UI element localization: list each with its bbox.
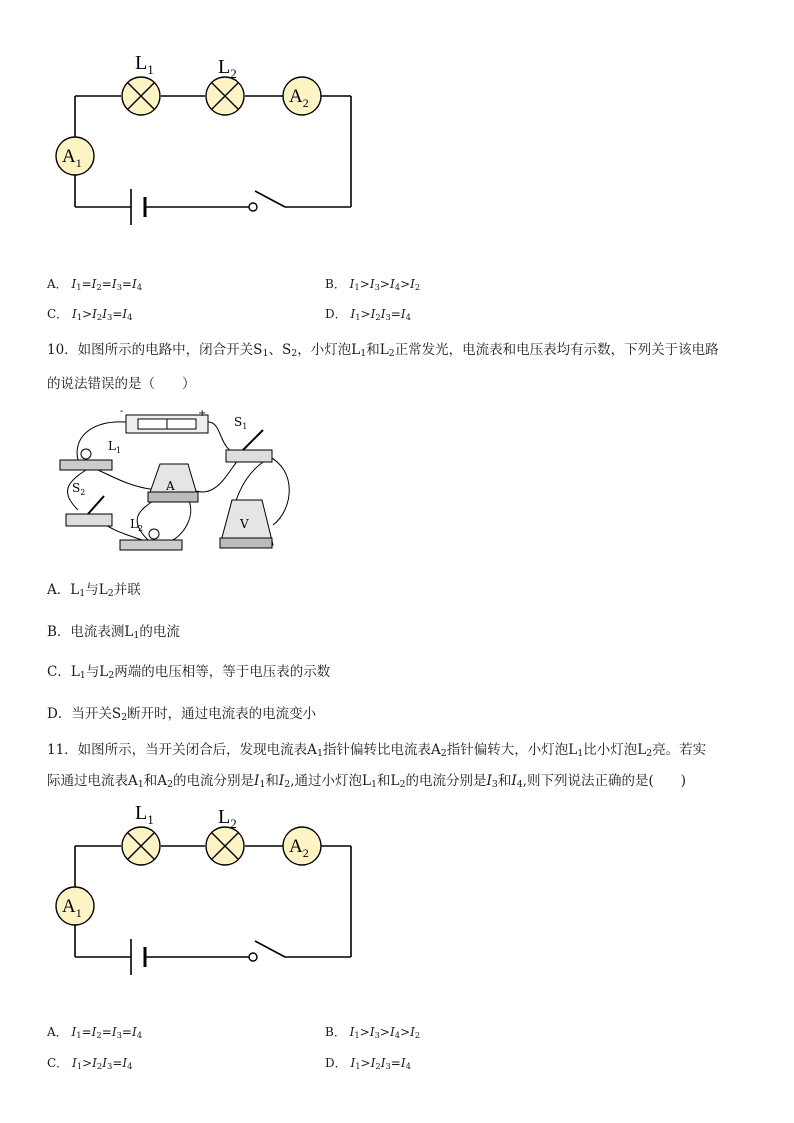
label-S2: $S_2$ (72, 481, 86, 497)
q11-option-b[interactable]: B． $I_1>I_3>I_4>I_2$ (325, 1025, 421, 1040)
q9-option-d[interactable]: D． $I_1>I_2I_3=I_4$ (325, 307, 411, 322)
label-A2: $A_2$ (289, 86, 309, 110)
switch-contact (249, 953, 257, 961)
q9-option-c[interactable]: C． $I_1>I_2I_3=I_4$ (47, 307, 133, 322)
switch-contact (249, 203, 257, 211)
label-L2: $L_2$ (218, 806, 237, 831)
q11-option-d[interactable]: D． $I_1>I_2I_3=I_4$ (325, 1056, 411, 1071)
label-L2-photo: $L_2$ (130, 517, 144, 533)
label-S1: $S_1$ (234, 415, 248, 431)
physical-circuit-figure (48, 410, 298, 560)
q10-choice-d[interactable]: D．当开关$S_2$断开时，通过电流表的电流变小 (47, 706, 317, 723)
label-A1: $A_1$ (62, 896, 82, 920)
q11-stem-line1: 11．如图所示，当开关闭合后，发现电流表$A_1$指针偏转比电流表$A_2$指针偏转大，小灯泡$L_1$比小灯泡$L_2$亮。若实 (47, 742, 707, 759)
label-L1: $L_1$ (135, 52, 154, 77)
lamp-L1 (122, 77, 160, 115)
label-V: V (240, 517, 249, 531)
label-A: A (166, 479, 175, 493)
q10-choice-b[interactable]: B．电流表测$L_1$的电流 (47, 624, 180, 641)
minus-label: - (120, 410, 124, 417)
lamp-L2 (206, 77, 244, 115)
circuit-diagram-top (45, 45, 365, 235)
label-L1: $L_1$ (135, 802, 154, 827)
q10-choice-c[interactable]: C．$L_1$与$L_2$两端的电压相等，等于电压表的示数 (47, 664, 331, 681)
bulb-L1 (60, 449, 112, 470)
plus-label: + (198, 410, 207, 419)
label-L1-photo: $L_1$ (108, 439, 122, 455)
q10-stem-line1: 10．如图所示的电路中，闭合开关$S_1$、$S_2$，小灯泡$L_1$和$L_2$正常发光，电流表和电压表均有示数，下列关于该电路 (47, 342, 719, 359)
q9-option-a[interactable]: A． $I_1=I_2=I_3=I_4$ (47, 277, 143, 292)
lamp-L1 (122, 827, 160, 865)
switch-S1 (226, 430, 272, 462)
lamp-L2 (206, 827, 244, 865)
q10-choice-a[interactable]: A．$L_1$与$L_2$并联 (47, 582, 141, 599)
label-A2: $A_2$ (289, 836, 309, 860)
q10-stem-line2: 的说法错误的是（ ） (47, 376, 196, 392)
switch-S2 (66, 496, 112, 526)
circuit-diagram-bottom (45, 795, 365, 985)
bulb-L2 (120, 529, 182, 550)
q11-option-a[interactable]: A． $I_1=I_2=I_3=I_4$ (47, 1025, 143, 1040)
label-A1: $A_1$ (62, 146, 82, 170)
q11-stem-line2: 际通过电流表$A_1$和$A_2$的电流分别是$I_1$和$I_2$,通过小灯泡$L_1$和$L_2$的电流分别是$I_3$和$I_4$,则下列说法正确的是( ) (47, 773, 687, 790)
label-L2: $L_2$ (218, 56, 237, 81)
top-meter (126, 415, 208, 433)
q9-option-b[interactable]: B． $I_1>I_3>I_4>I_2$ (325, 277, 421, 292)
q11-option-c[interactable]: C． $I_1>I_2I_3=I_4$ (47, 1056, 133, 1071)
